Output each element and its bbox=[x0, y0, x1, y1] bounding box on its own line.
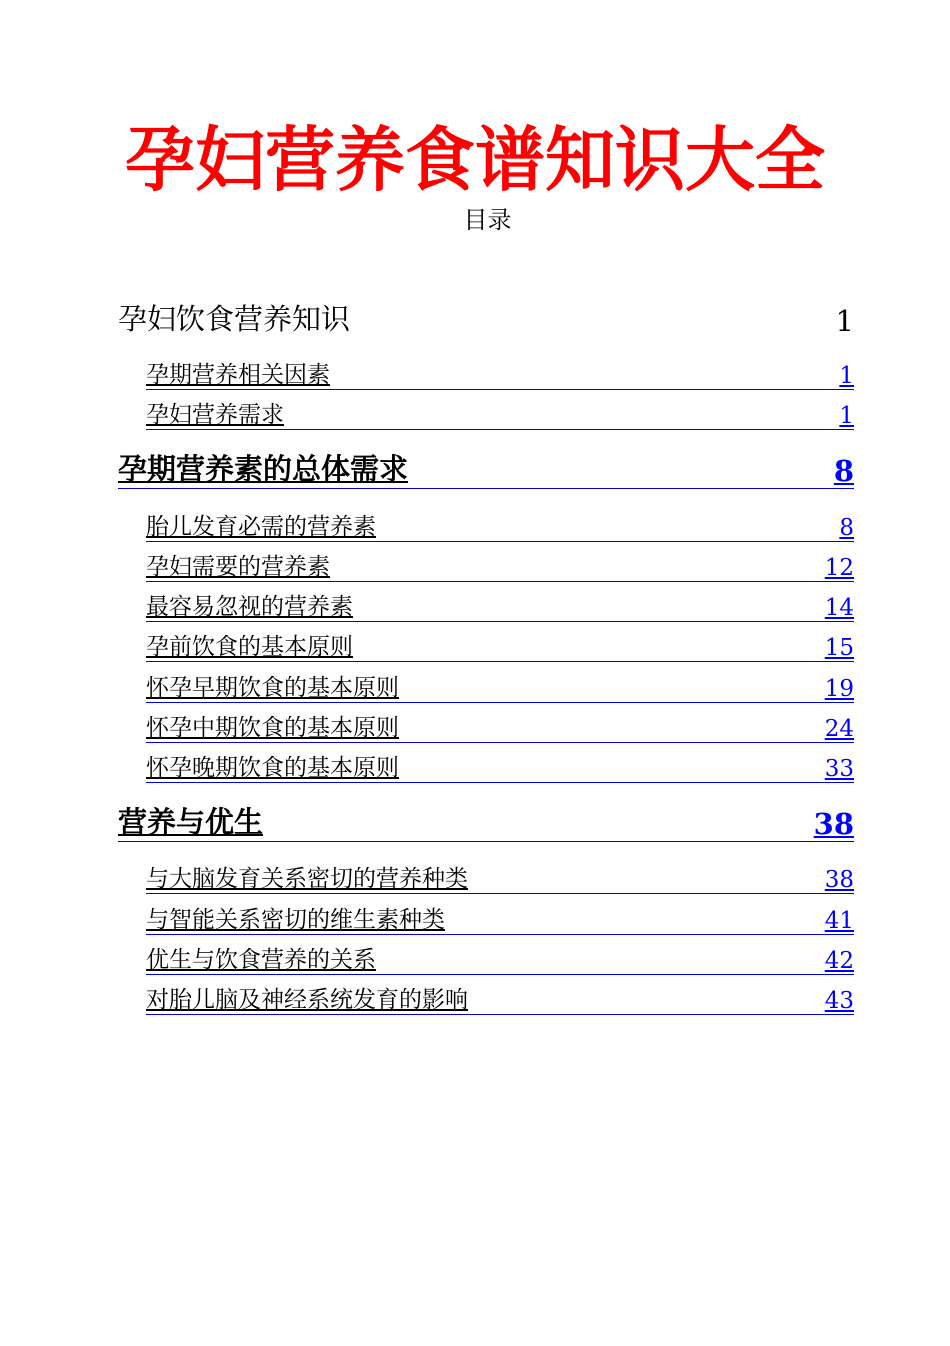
toc-link-label: 最容易忽视的营养素 bbox=[146, 594, 353, 620]
toc-link-page: 33 bbox=[824, 756, 854, 782]
toc-link-3-3[interactable] bbox=[146, 946, 854, 975]
toc-link-label: 优生与饮食营养的关系 bbox=[146, 947, 376, 973]
toc-link-3-1[interactable] bbox=[146, 865, 854, 894]
toc-link-label: 孕期营养素的总体需求 bbox=[118, 452, 409, 486]
toc-link-page: 1 bbox=[839, 403, 854, 429]
toc-link-page: 43 bbox=[824, 988, 854, 1014]
toc-link-2-1[interactable] bbox=[146, 513, 854, 542]
toc-link-page: 41 bbox=[824, 908, 854, 934]
toc-link-label: 孕期营养相关因素 bbox=[146, 362, 330, 388]
toc-link-page: 1 bbox=[839, 363, 854, 389]
toc-link-page: 38 bbox=[824, 867, 854, 893]
document-subtitle: 目录 bbox=[463, 206, 512, 234]
toc-link-label: 营养与优生 bbox=[118, 805, 264, 839]
toc-link-3-4[interactable] bbox=[146, 986, 854, 1015]
toc-link-label: 对胎儿脑及神经系统发育的影响 bbox=[146, 987, 468, 1013]
toc-link-label: 与大脑发育关系密切的营养种类 bbox=[146, 866, 468, 892]
toc-link-label: 怀孕中期饮食的基本原则 bbox=[146, 715, 399, 741]
toc-entry-section-1 bbox=[118, 302, 854, 338]
toc-link-section-3[interactable] bbox=[118, 805, 854, 842]
toc-link-label: 孕妇营养需求 bbox=[146, 402, 284, 428]
toc-link-section-2[interactable] bbox=[118, 452, 854, 489]
toc-link-2-4[interactable] bbox=[146, 633, 854, 662]
toc-link-3-2[interactable] bbox=[146, 906, 854, 935]
toc-link-2-2[interactable] bbox=[146, 553, 854, 582]
toc-link-2-3[interactable] bbox=[146, 593, 854, 622]
toc-link-page: 19 bbox=[824, 676, 854, 702]
toc-link-page: 8 bbox=[833, 454, 854, 488]
toc-link-2-6[interactable] bbox=[146, 714, 854, 743]
toc-link-2-5[interactable] bbox=[146, 674, 854, 703]
toc-entry-label: 孕妇饮食营养知识 bbox=[118, 302, 351, 336]
toc-link-2-7[interactable] bbox=[146, 754, 854, 783]
toc-link-page: 15 bbox=[824, 635, 854, 661]
toc-link-page: 38 bbox=[813, 807, 854, 841]
toc-link-1-2[interactable] bbox=[146, 401, 854, 430]
toc-link-page: 14 bbox=[824, 595, 854, 621]
toc-link-label: 胎儿发育必需的营养素 bbox=[146, 514, 376, 540]
toc-link-page: 24 bbox=[824, 716, 854, 742]
toc-link-label: 怀孕晚期饮食的基本原则 bbox=[146, 755, 399, 781]
toc-link-label: 孕妇需要的营养素 bbox=[146, 554, 330, 580]
toc-link-page: 12 bbox=[824, 555, 854, 581]
toc-link-1-1[interactable] bbox=[146, 361, 854, 390]
toc-link-label: 与智能关系密切的维生素种类 bbox=[146, 907, 445, 933]
toc-link-label: 孕前饮食的基本原则 bbox=[146, 634, 353, 660]
toc-link-label: 怀孕早期饮食的基本原则 bbox=[146, 675, 399, 701]
document-title: 孕妇营养食谱知识大全 bbox=[125, 118, 825, 201]
toc-link-page: 42 bbox=[824, 948, 854, 974]
toc-link-page: 8 bbox=[839, 515, 854, 541]
toc-entry-page: 1 bbox=[835, 304, 854, 338]
